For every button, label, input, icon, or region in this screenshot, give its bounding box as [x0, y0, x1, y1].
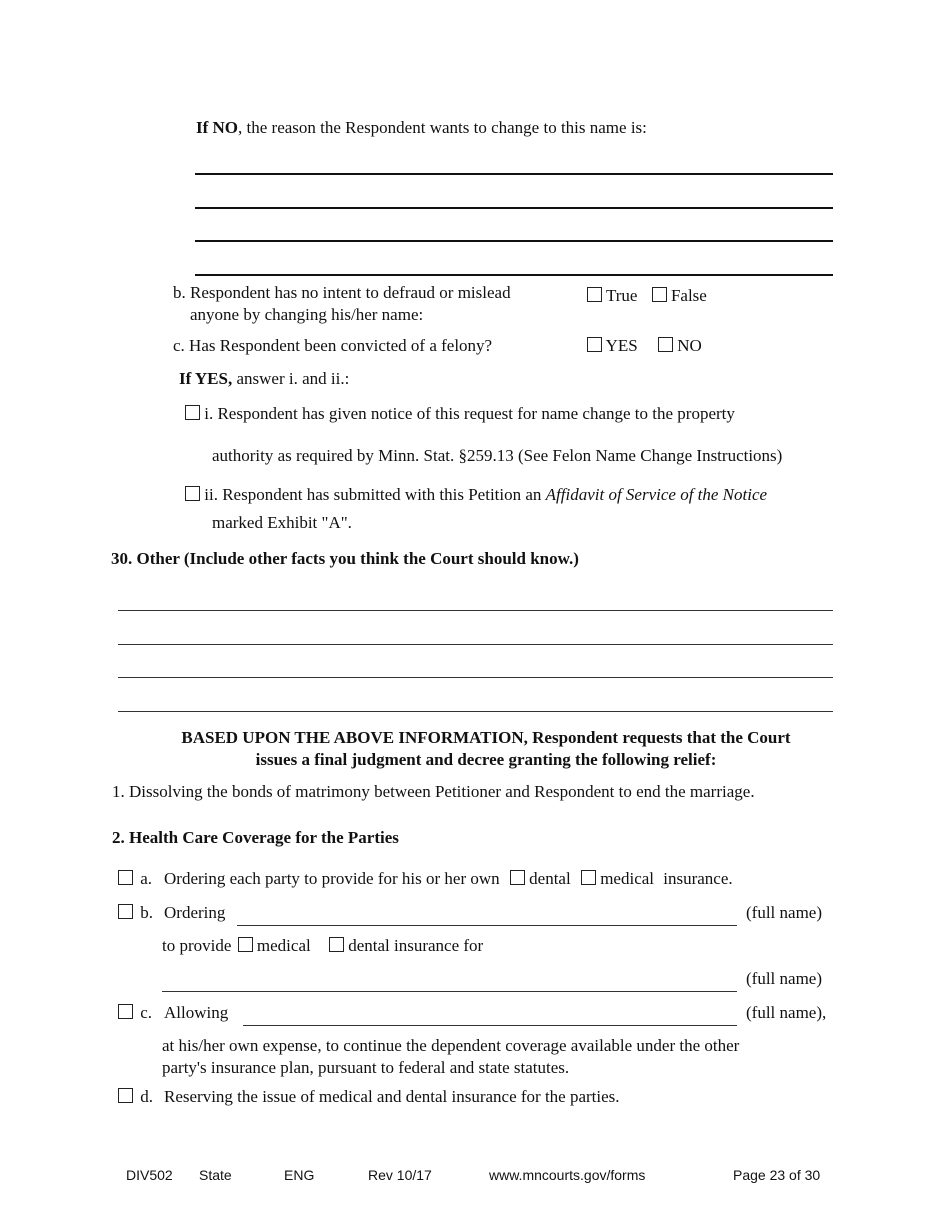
option-d-text: Reserving the issue of medical and dental insurance for the parties.: [164, 1087, 620, 1106]
health-care-heading: 2. Health Care Coverage for the Parties: [112, 828, 399, 847]
option-b-ordering: Ordering: [164, 903, 226, 922]
option-a-insurance-label: insurance.: [663, 869, 733, 888]
option-b-provide-row: [162, 936, 483, 956]
other-line-1[interactable]: [118, 610, 833, 611]
reason-line-4[interactable]: [195, 274, 833, 276]
felony-yes-label: YES: [605, 336, 638, 355]
footer-language: ENG: [284, 1167, 315, 1183]
felony-options: [587, 336, 702, 356]
relief-item-dissolve: 1. Dissolving the bonds of matrimony between Petitioner and Respondent to end the marriage.: [112, 782, 755, 801]
relief-heading-line1: BASED UPON THE ABOVE INFORMATION, Respondent requests that the Court: [181, 728, 791, 747]
felony-question: c. Has Respondent been convicted of a felony?: [173, 336, 493, 355]
false-checkbox[interactable]: [652, 287, 667, 302]
option-b-medical-checkbox[interactable]: [238, 937, 253, 952]
option-a-dental-label: dental: [529, 869, 571, 888]
option-b-full-name-2: (full name): [746, 969, 822, 988]
affidavit-line2: marked Exhibit "A".: [212, 513, 352, 532]
option-a-medical-checkbox[interactable]: [581, 870, 596, 885]
if-yes-bold: If YES,: [179, 369, 233, 388]
option-b-to-provide: to provide: [162, 936, 232, 955]
option-c-checkbox[interactable]: [118, 1004, 133, 1019]
notice-line1: i. Respondent has given notice of this request for name change to the property: [204, 404, 735, 423]
health-option-d: [118, 1087, 153, 1107]
option-c-name-field[interactable]: [243, 1025, 737, 1026]
health-option-a: [118, 869, 152, 889]
option-b-name-field-1[interactable]: [237, 925, 737, 926]
option-a-text: [164, 869, 733, 889]
false-label: False: [670, 286, 707, 305]
if-no-text: , the reason the Respondent wants to change to this name is:: [238, 118, 647, 137]
affidavit-title: Affidavit of Service of the Notice: [545, 485, 768, 504]
option-b-checkbox[interactable]: [118, 904, 133, 919]
footer-revision: Rev 10/17: [368, 1167, 432, 1183]
option-c-allowing: Allowing: [164, 1003, 229, 1022]
affidavit-item: [185, 485, 767, 505]
affidavit-line1: ii. Respondent has submitted with this Petition an: [204, 485, 546, 504]
option-c-line3: party's insurance plan, pursuant to federal and state statutes.: [162, 1058, 570, 1077]
true-checkbox[interactable]: [587, 287, 602, 302]
other-heading: 30. Other (Include other facts you think the Court should know.): [111, 549, 579, 568]
reason-line-2[interactable]: [195, 207, 833, 209]
other-line-3[interactable]: [118, 677, 833, 678]
felony-no-label: NO: [677, 336, 702, 355]
affidavit-checkbox[interactable]: [185, 486, 200, 501]
if-no-bold: If NO: [196, 118, 239, 137]
felony-no-checkbox[interactable]: [658, 337, 673, 352]
footer-page-number: Page 23 of 30: [733, 1167, 821, 1183]
true-label: True: [605, 286, 638, 305]
footer-jurisdiction: State: [199, 1167, 232, 1183]
option-c-full-name: (full name),: [746, 1003, 827, 1022]
option-c-line2: at his/her own expense, to continue the dependent coverage available under the other: [162, 1036, 740, 1055]
relief-heading-line2: issues a final judgment and decree granting the following relief:: [255, 750, 717, 769]
option-a-description: Ordering each party to provide for his or her own: [164, 869, 500, 888]
option-b-full-name-1: (full name): [746, 903, 822, 922]
notice-checkbox[interactable]: [185, 405, 200, 420]
other-line-2[interactable]: [118, 644, 833, 645]
option-c-label: c.: [140, 1003, 153, 1022]
health-option-c: [118, 1003, 152, 1023]
no-fraud-question-line2: anyone by changing his/her name:: [190, 305, 424, 324]
if-no-prompt: [196, 118, 647, 138]
if-yes-prompt: [179, 369, 349, 389]
other-line-4[interactable]: [118, 711, 833, 712]
felony-yes-checkbox[interactable]: [587, 337, 602, 352]
option-a-label: a.: [140, 869, 153, 888]
if-yes-text: answer i. and ii.:: [232, 369, 350, 388]
option-b-medical-label: medical: [256, 936, 311, 955]
reason-line-1[interactable]: [195, 173, 833, 175]
option-a-medical-label: medical: [600, 869, 655, 888]
option-a-dental-checkbox[interactable]: [510, 870, 525, 885]
footer-form-id: DIV502: [126, 1167, 173, 1183]
footer-website: www.mncourts.gov/forms: [489, 1167, 646, 1183]
reason-line-3[interactable]: [195, 240, 833, 242]
option-b-label: b.: [140, 903, 153, 922]
option-b-dental-label: dental insurance for: [348, 936, 484, 955]
notice-line2: authority as required by Minn. Stat. §259.13 (See Felon Name Change Instructions): [212, 446, 783, 465]
option-b-name-field-2[interactable]: [162, 991, 737, 992]
option-d-checkbox[interactable]: [118, 1088, 133, 1103]
notice-item: [185, 404, 735, 424]
option-b-dental-checkbox[interactable]: [329, 937, 344, 952]
option-a-checkbox[interactable]: [118, 870, 133, 885]
no-fraud-options: [587, 286, 707, 306]
option-d-label: d.: [140, 1087, 153, 1106]
health-option-b: [118, 903, 153, 923]
no-fraud-question-line1: b. Respondent has no intent to defraud or mislead: [173, 283, 511, 302]
